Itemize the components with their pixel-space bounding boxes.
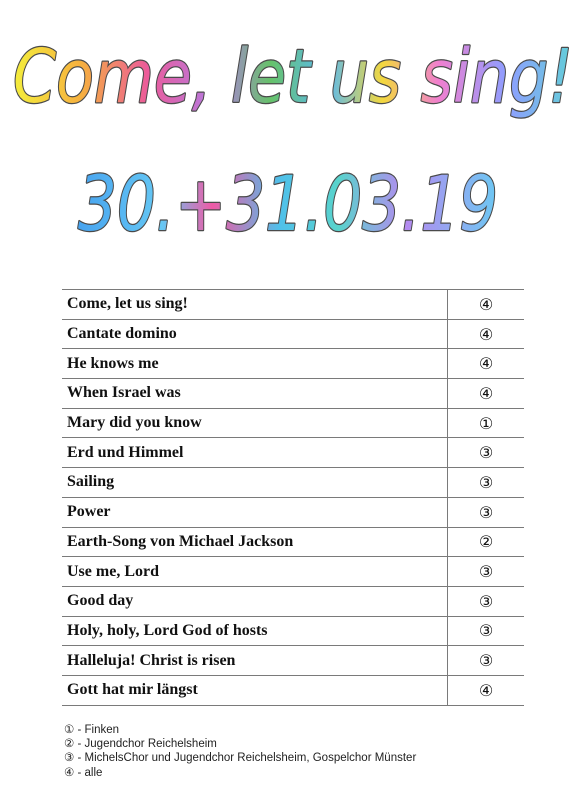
table-row bbox=[62, 438, 524, 468]
choir-number: ② bbox=[448, 527, 525, 557]
table-row bbox=[62, 675, 524, 705]
choir-number: ③ bbox=[448, 468, 525, 498]
song-title: Halleluja! Christ is risen bbox=[62, 646, 448, 676]
song-list-table bbox=[62, 289, 524, 706]
song-title: Use me, Lord bbox=[62, 557, 448, 587]
table-row bbox=[62, 379, 524, 409]
song-title: Cantate domino bbox=[62, 319, 448, 349]
legend-item: ① - Finken bbox=[64, 724, 120, 736]
choir-number: ③ bbox=[448, 557, 525, 587]
choir-number: ③ bbox=[448, 646, 525, 676]
song-title: Sailing bbox=[62, 468, 448, 498]
song-title: Earth-Song von Michael Jackson bbox=[62, 527, 448, 557]
choir-number: ③ bbox=[448, 438, 525, 468]
song-title: Mary did you know bbox=[62, 408, 448, 438]
table-row bbox=[62, 349, 524, 379]
song-title: Gott hat mir längst bbox=[62, 675, 448, 705]
legend-item: ③ - MichelsChor und Jugendchor Reichelsheim, Gospelchor Münster bbox=[64, 752, 417, 765]
song-title: Erd und Himmel bbox=[62, 438, 448, 468]
song-title: When Israel was bbox=[62, 379, 448, 409]
table-row bbox=[62, 616, 524, 646]
table-row bbox=[62, 468, 524, 498]
table-row bbox=[62, 557, 524, 587]
song-title: Come, let us sing! bbox=[62, 290, 448, 320]
choir-number: ④ bbox=[448, 379, 525, 409]
choir-number: ③ bbox=[448, 497, 525, 527]
table-row bbox=[62, 586, 524, 616]
legend-item: ④ - alle bbox=[64, 766, 103, 779]
table-row bbox=[62, 290, 524, 320]
choir-number: ③ bbox=[448, 616, 525, 646]
song-title: Good day bbox=[62, 586, 448, 616]
choir-number: ④ bbox=[448, 290, 525, 320]
page-title: Come, let us sing! bbox=[13, 34, 573, 120]
table-row bbox=[62, 319, 524, 349]
choir-number: ① bbox=[448, 408, 525, 438]
table-row bbox=[62, 527, 524, 557]
choir-number: ④ bbox=[448, 675, 525, 705]
song-title: He knows me bbox=[62, 349, 448, 379]
song-title: Power bbox=[62, 497, 448, 527]
song-title: Holy, holy, Lord God of hosts bbox=[62, 616, 448, 646]
header-banner bbox=[0, 0, 587, 250]
choir-number: ③ bbox=[448, 586, 525, 616]
table-row bbox=[62, 646, 524, 676]
choir-legend bbox=[64, 723, 416, 780]
choir-number: ④ bbox=[448, 319, 525, 349]
table-row bbox=[62, 497, 524, 527]
event-date: 30.+31.03.19 bbox=[78, 159, 498, 248]
table-row bbox=[62, 408, 524, 438]
choir-number: ④ bbox=[448, 349, 525, 379]
song-list-body bbox=[62, 290, 524, 706]
legend-item: ② - Jugendchor Reichelsheim bbox=[64, 738, 217, 751]
